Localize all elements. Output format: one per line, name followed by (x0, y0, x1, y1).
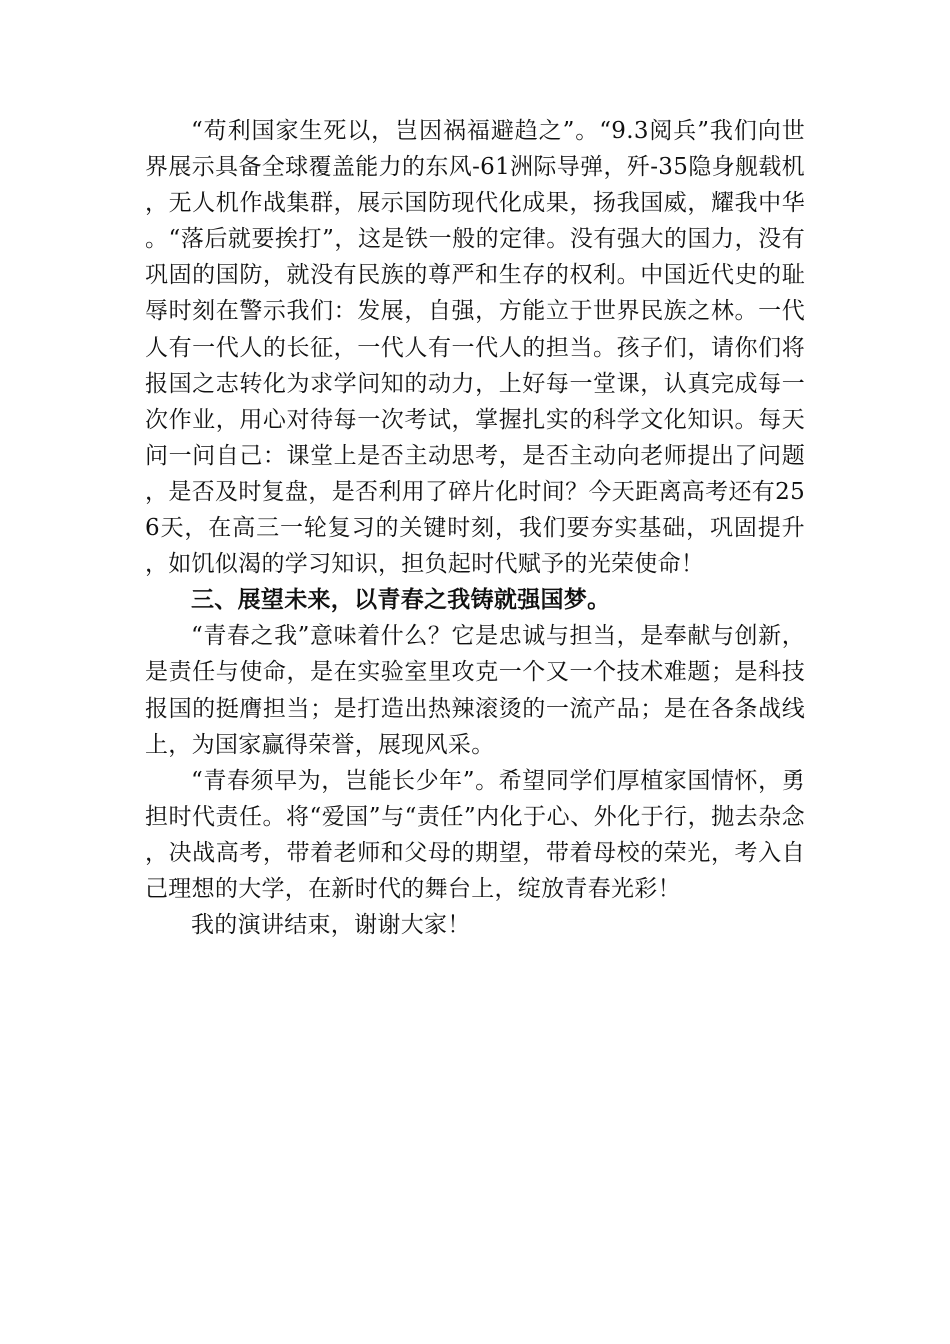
paragraph-closing: 我的演讲结束，谢谢大家！ (191, 912, 471, 939)
paragraph-youth-call: “青春须早为，岂能长少年”。希望同学们厚植家国情怀，勇担时代责任。将“爱国”与“责任”内化于心、外化于行，抛去杂念，决战高考，带着老师和父母的期望，带着母校的荣光，考入自己理想的大学，在新时代的舞台上，绽放青春光彩！ (145, 767, 805, 902)
paragraph-youth-meaning: “青春之我”意味着什么？它是忠诚与担当，是奉献与创新，是责任与使命，是在实验室里攻克一个又一个技术难题；是科技报国的挺膺担当；是打造出热辣滚烫的一流产品；是在各条战线上，为国家赢得荣誉，展现风采。 (145, 623, 805, 758)
document-body (145, 113, 805, 943)
section-heading: 三、展望未来，以青春之我铸就强国梦。 (191, 587, 611, 614)
paragraph-national-defense: “苟利国家生死以，岂因祸福避趋之”。“9.3阅兵”我们向世界展示具备全球覆盖能力的东风-61洲际导弹，歼-35隐身舰载机，无人机作战集群，展示国防现代化成果，扬我国威，耀我中华。“落后就要挨打”，这是铁一般的定律。没有强大的国力，没有巩固的国防，就没有民族的尊严和生存的权利。中国近代史的耻辱时刻在警示我们：发展，自强，方能立于世界民族之林。一代人有一代人的长征，一代人有一代人的担当。孩子们，请你们将报国之志转化为求学问知的动力，上好每一堂课，认真完成每一次作业，用心对待每一次考试，掌握扎实的科学文化知识。每天问一问自己：课堂上是否主动思考，是否主动向老师提出了问题，是否及时复盘，是否利用了碎片化时间？今天距离高考还有256天，在高三一轮复习的关键时刻，我们要夯实基础，巩固提升，如饥似渴的学习知识，担负起时代赋予的光荣使命！ (145, 118, 805, 578)
